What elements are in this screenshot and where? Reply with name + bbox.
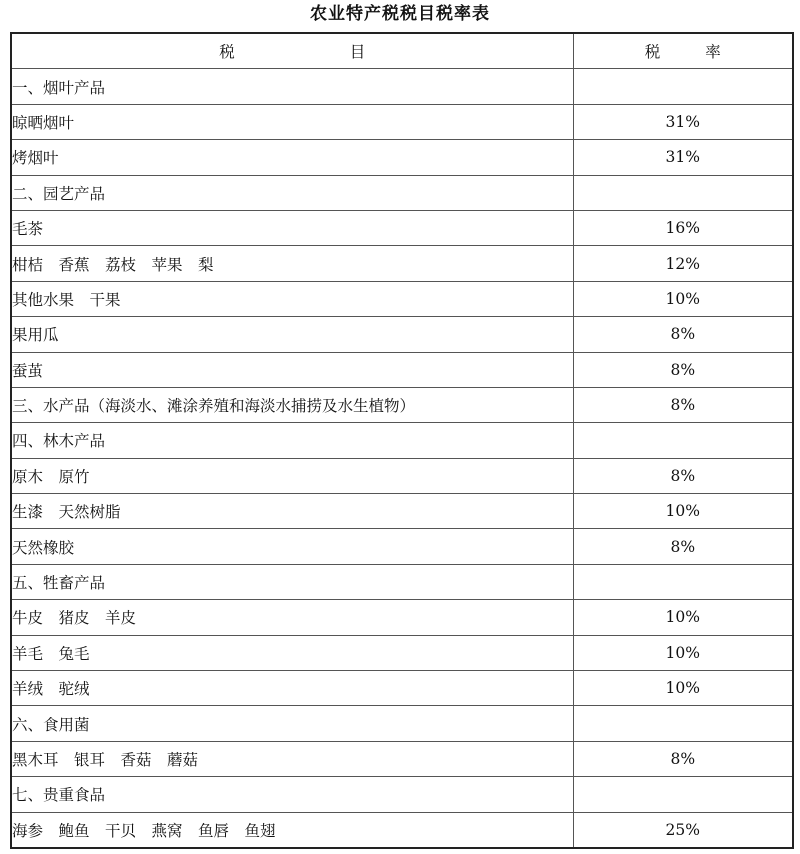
category-row [11,777,793,812]
rate-cell: 8% [573,317,793,352]
table-row [11,741,793,776]
item-cell: 四、林木产品 [11,423,573,458]
item-cell: 五、牲畜产品 [11,564,573,599]
item-cell: 牛皮 猪皮 羊皮 [11,600,573,635]
table-body [11,69,793,848]
rate-cell: 25% [573,812,793,848]
item-cell: 六、食用菌 [11,706,573,741]
item-cell: 柑桔 香蕉 荔枝 苹果 梨 [11,246,573,281]
item-cell: 毛茶 [11,210,573,245]
category-row [11,387,793,422]
item-cell: 其他水果 干果 [11,281,573,316]
category-row [11,706,793,741]
item-cell: 羊毛 兔毛 [11,635,573,670]
header-rate: 税 率 [573,33,793,69]
rate-cell: 12% [573,246,793,281]
rate-cell [573,423,793,458]
table-row [11,317,793,352]
item-cell: 果用瓜 [11,317,573,352]
item-cell: 三、水产品（海淡水、滩涂养殖和海淡水捕捞及水生植物） [11,387,573,422]
rate-cell [573,564,793,599]
rate-cell: 10% [573,671,793,706]
category-row [11,175,793,210]
rate-cell: 31% [573,140,793,175]
item-cell: 天然橡胶 [11,529,573,564]
rate-cell: 8% [573,352,793,387]
rate-cell: 10% [573,494,793,529]
rate-cell: 16% [573,210,793,245]
item-cell: 晾晒烟叶 [11,104,573,139]
rate-cell: 31% [573,104,793,139]
rate-cell [573,175,793,210]
item-cell: 黑木耳 银耳 香菇 蘑菇 [11,741,573,776]
table-row [11,140,793,175]
table-row [11,458,793,493]
rate-cell: 8% [573,387,793,422]
rate-cell [573,69,793,104]
table-row [11,671,793,706]
table-row [11,210,793,245]
item-cell: 烤烟叶 [11,140,573,175]
page-title: 农业特产税税目税率表 [310,4,490,24]
category-row [11,423,793,458]
table-row [11,246,793,281]
rate-cell: 8% [573,529,793,564]
table-row [11,104,793,139]
tax-rate-table [10,32,794,849]
rate-cell: 10% [573,635,793,670]
rate-cell: 8% [573,741,793,776]
category-row [11,564,793,599]
rate-cell: 8% [573,458,793,493]
item-cell: 七、贵重食品 [11,777,573,812]
table-row [11,352,793,387]
rate-cell: 10% [573,600,793,635]
table-row [11,529,793,564]
item-cell: 一、烟叶产品 [11,69,573,104]
rate-cell [573,777,793,812]
item-cell: 生漆 天然树脂 [11,494,573,529]
category-row [11,69,793,104]
table-row [11,635,793,670]
table-row [11,812,793,848]
table-row [11,600,793,635]
item-cell: 原木 原竹 [11,458,573,493]
table-row [11,494,793,529]
table-row [11,281,793,316]
item-cell: 蚕茧 [11,352,573,387]
item-cell: 羊绒 驼绒 [11,671,573,706]
rate-cell [573,706,793,741]
item-cell: 二、园艺产品 [11,175,573,210]
item-cell: 海参 鲍鱼 干贝 燕窝 鱼唇 鱼翅 [11,812,573,848]
header-item: 税 目 [11,33,573,69]
rate-cell: 10% [573,281,793,316]
table-header-row [11,33,793,69]
